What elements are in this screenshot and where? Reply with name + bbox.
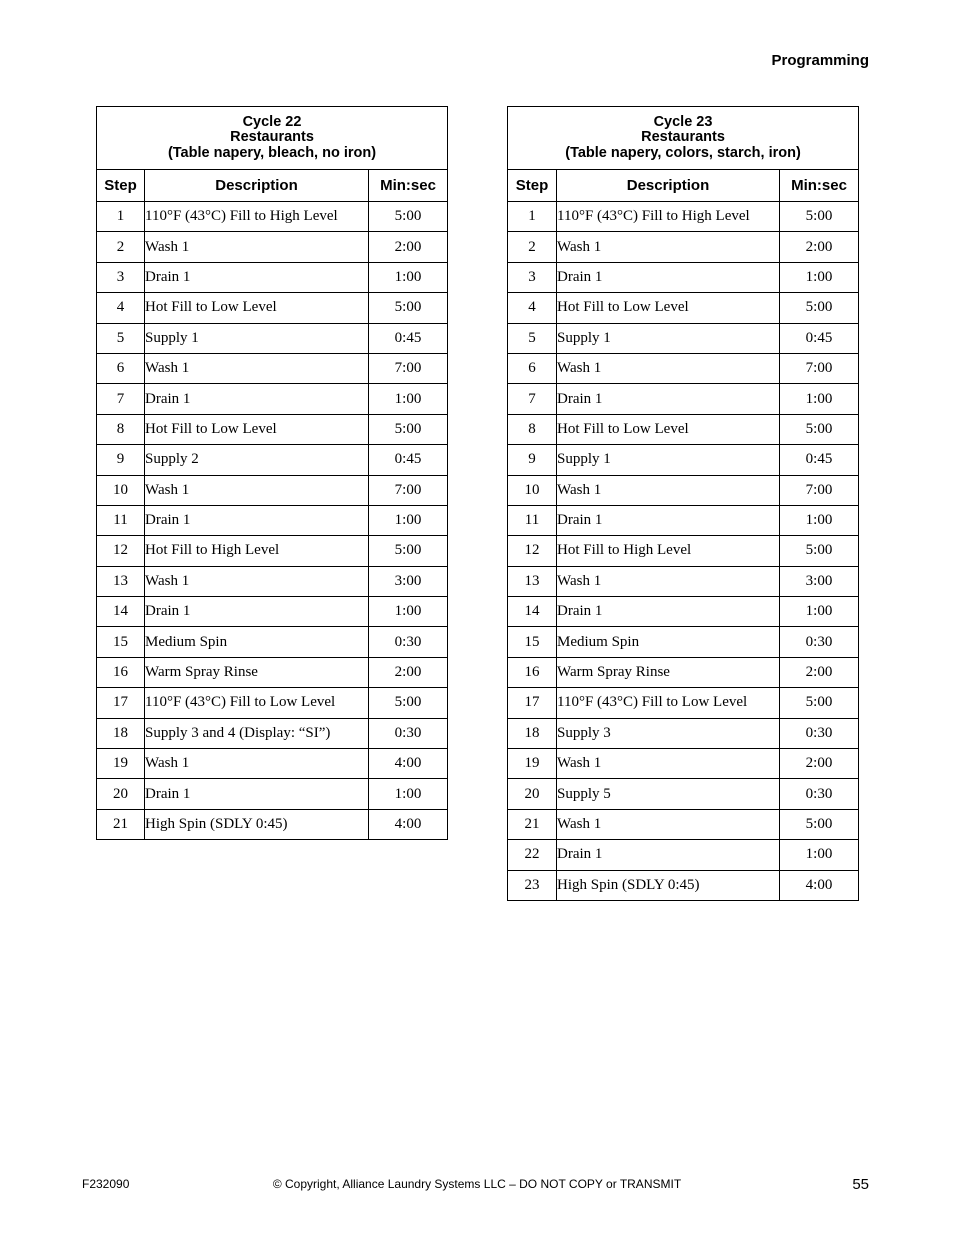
step-number: 20 [97,779,145,809]
step-description: Warm Spray Rinse [557,657,780,687]
section-header: Programming [771,52,869,69]
step-description: Wash 1 [145,749,369,779]
step-time: 5:00 [369,688,448,718]
step-number: 14 [97,597,145,627]
step-time: 5:00 [780,688,859,718]
step-time: 5:00 [780,414,859,444]
step-time: 0:45 [780,323,859,353]
table-row [97,353,448,383]
step-number: 8 [508,414,557,444]
step-number: 18 [97,718,145,748]
step-number: 16 [508,657,557,687]
step-number: 4 [97,293,145,323]
time-column-header: Min:sec [780,170,859,202]
step-number: 7 [97,384,145,414]
table-row [508,749,859,779]
step-description: Supply 3 [557,718,780,748]
step-number: 16 [97,657,145,687]
step-number: 5 [97,323,145,353]
step-time: 7:00 [780,353,859,383]
step-description: Hot Fill to Low Level [557,414,780,444]
step-description: Wash 1 [145,566,369,596]
step-description: High Spin (SDLY 0:45) [145,809,369,839]
table-row [508,566,859,596]
step-number: 10 [508,475,557,505]
step-time: 5:00 [369,536,448,566]
cycle-title: Cycle 23 [653,113,713,130]
page-number: 55 [852,1176,869,1193]
step-number: 8 [97,414,145,444]
step-number: 13 [97,566,145,596]
step-time: 2:00 [369,657,448,687]
step-time: 0:30 [369,718,448,748]
step-number: 19 [97,749,145,779]
step-time: 2:00 [369,232,448,262]
step-time: 1:00 [369,505,448,535]
table-row [508,718,859,748]
table-row [508,323,859,353]
step-number: 9 [97,445,145,475]
step-number: 15 [97,627,145,657]
step-time: 0:30 [780,627,859,657]
table-row [508,262,859,292]
step-description: Wash 1 [145,353,369,383]
step-number: 3 [97,262,145,292]
step-number: 21 [97,809,145,839]
step-description: Hot Fill to Low Level [557,293,780,323]
step-number: 1 [97,202,145,232]
step-description: Supply 3 and 4 (Display: “SI”) [145,718,369,748]
step-number: 2 [97,232,145,262]
step-time: 7:00 [369,353,448,383]
step-column-header: Step [97,170,145,202]
table-row [508,445,859,475]
step-description: Wash 1 [557,566,780,596]
table-row [97,202,448,232]
table-row [97,445,448,475]
step-number: 21 [508,809,557,839]
table-row [508,202,859,232]
step-number: 11 [508,505,557,535]
step-time: 0:30 [780,718,859,748]
table-row [508,870,859,900]
table-row [508,779,859,809]
step-description: 110°F (43°C) Fill to Low Level [557,688,780,718]
cycle-subtitle: Restaurants [641,129,725,146]
step-time: 5:00 [780,293,859,323]
step-time: 4:00 [369,749,448,779]
step-description: 110°F (43°C) Fill to High Level [557,202,780,232]
document-code: F232090 [82,1177,130,1191]
step-number: 14 [508,597,557,627]
table-row [97,566,448,596]
step-description: Drain 1 [145,597,369,627]
table-row [97,232,448,262]
step-description: Wash 1 [557,353,780,383]
table-body [508,202,859,901]
step-time: 2:00 [780,232,859,262]
cycle-note: (Table napery, colors, starch, iron) [565,144,801,161]
table-row [97,718,448,748]
step-time: 0:30 [780,779,859,809]
step-time: 0:30 [369,627,448,657]
step-time: 3:00 [369,566,448,596]
table-row [508,505,859,535]
table-row [508,475,859,505]
step-number: 17 [97,688,145,718]
table-row [508,536,859,566]
table-row [97,627,448,657]
step-time: 0:45 [369,445,448,475]
step-number: 1 [508,202,557,232]
step-description: 110°F (43°C) Fill to Low Level [145,688,369,718]
table-row [97,414,448,444]
step-time: 1:00 [780,505,859,535]
table-row [508,840,859,870]
table-row [97,536,448,566]
table-caption [97,107,448,170]
step-number: 23 [508,870,557,900]
step-number: 10 [97,475,145,505]
step-description: Wash 1 [557,232,780,262]
table-row [97,597,448,627]
step-time: 1:00 [369,779,448,809]
step-description: Drain 1 [557,840,780,870]
table-row [97,475,448,505]
step-number: 20 [508,779,557,809]
step-time: 7:00 [369,475,448,505]
step-description: Drain 1 [557,505,780,535]
step-number: 18 [508,718,557,748]
step-description: Medium Spin [145,627,369,657]
step-time: 1:00 [780,262,859,292]
table-body [97,202,448,840]
table-row [97,293,448,323]
description-column-header: Description [145,170,369,202]
table-row [97,749,448,779]
table-row [97,323,448,353]
step-description: Wash 1 [145,232,369,262]
step-number: 13 [508,566,557,596]
table-row [97,505,448,535]
step-description: 110°F (43°C) Fill to High Level [145,202,369,232]
step-time: 5:00 [780,202,859,232]
step-description: Drain 1 [145,384,369,414]
step-description: Drain 1 [145,505,369,535]
description-column-header: Description [557,170,780,202]
cycle-22-table [96,106,448,840]
table-row [508,688,859,718]
step-time: 1:00 [780,384,859,414]
step-time: 2:00 [780,749,859,779]
step-number: 12 [97,536,145,566]
step-description: Warm Spray Rinse [145,657,369,687]
step-description: Supply 1 [557,323,780,353]
step-number: 3 [508,262,557,292]
table-row [508,657,859,687]
cycle-subtitle: Restaurants [230,129,314,146]
step-time: 3:00 [780,566,859,596]
table-row [97,688,448,718]
step-time: 5:00 [780,809,859,839]
step-description: Wash 1 [557,749,780,779]
step-number: 7 [508,384,557,414]
step-description: Drain 1 [145,262,369,292]
table-row [508,597,859,627]
step-description: Drain 1 [557,384,780,414]
table-row [508,809,859,839]
step-number: 11 [97,505,145,535]
table-row [97,262,448,292]
time-column-header: Min:sec [369,170,448,202]
step-number: 6 [97,353,145,383]
step-description: Hot Fill to Low Level [145,414,369,444]
step-time: 1:00 [780,597,859,627]
step-time: 5:00 [369,414,448,444]
table-row [508,414,859,444]
step-time: 4:00 [780,870,859,900]
step-description: Wash 1 [145,475,369,505]
step-number: 12 [508,536,557,566]
table-row [97,809,448,839]
step-number: 22 [508,840,557,870]
step-time: 5:00 [780,536,859,566]
table-row [97,657,448,687]
table-row [97,384,448,414]
step-description: Hot Fill to Low Level [145,293,369,323]
cycle-23-table [507,106,859,901]
step-description: Supply 2 [145,445,369,475]
step-time: 0:45 [780,445,859,475]
step-description: Wash 1 [557,475,780,505]
step-time: 0:45 [369,323,448,353]
step-time: 1:00 [780,840,859,870]
step-number: 5 [508,323,557,353]
step-time: 1:00 [369,384,448,414]
step-description: Medium Spin [557,627,780,657]
step-number: 2 [508,232,557,262]
table-row [97,779,448,809]
step-description: Wash 1 [557,809,780,839]
step-description: Supply 1 [145,323,369,353]
step-description: Drain 1 [557,597,780,627]
step-description: Drain 1 [557,262,780,292]
table-row [508,627,859,657]
table-caption [508,107,859,170]
step-description: Hot Fill to High Level [557,536,780,566]
step-time: 4:00 [369,809,448,839]
step-description: Supply 5 [557,779,780,809]
step-number: 6 [508,353,557,383]
step-number: 19 [508,749,557,779]
step-number: 4 [508,293,557,323]
step-number: 9 [508,445,557,475]
step-column-header: Step [508,170,557,202]
step-description: Hot Fill to High Level [145,536,369,566]
step-description: Drain 1 [145,779,369,809]
table-row [508,293,859,323]
step-number: 15 [508,627,557,657]
cycle-title: Cycle 22 [242,113,302,130]
step-time: 1:00 [369,597,448,627]
table-row [508,353,859,383]
step-time: 1:00 [369,262,448,292]
table-row [508,384,859,414]
cycle-note: (Table napery, bleach, no iron) [167,144,377,161]
step-time: 5:00 [369,293,448,323]
step-number: 17 [508,688,557,718]
step-description: Supply 1 [557,445,780,475]
step-time: 2:00 [780,657,859,687]
copyright-notice: © Copyright, Alliance Laundry Systems LLC – DO NOT COPY or TRANSMIT [272,1177,682,1191]
step-time: 5:00 [369,202,448,232]
step-time: 7:00 [780,475,859,505]
step-description: High Spin (SDLY 0:45) [557,870,780,900]
table-row [508,232,859,262]
